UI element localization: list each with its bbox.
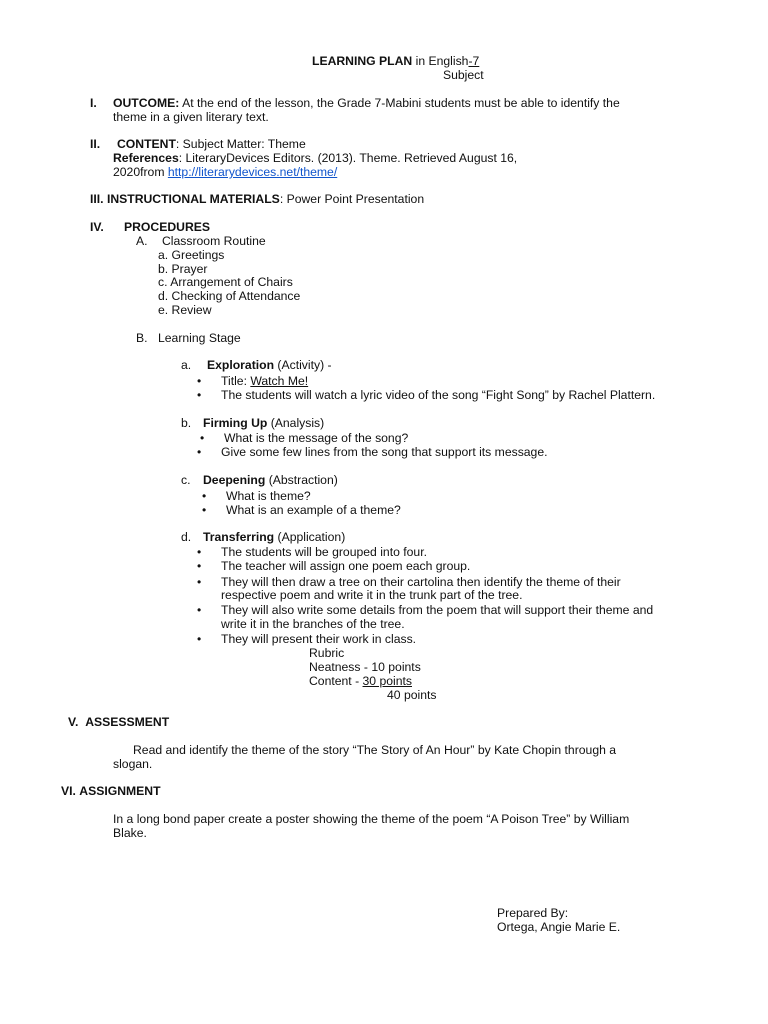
stage-label: b. [181, 416, 192, 430]
rubric-total: 40 points [387, 688, 437, 702]
stage-label: c. [181, 473, 191, 487]
section-number: V. [68, 715, 79, 729]
page-title [312, 54, 479, 68]
rubric-content: Content - 30 points [309, 674, 412, 688]
routine-item: b. Prayer [158, 262, 208, 276]
list-item: • What is theme? [226, 489, 311, 503]
section-number: II. [90, 137, 101, 151]
section-number: VI. [61, 784, 76, 798]
list-item: • They will then draw a tree on their cartolina then identify the theme of their [221, 575, 621, 589]
transferring-heading: Transferring (Application) [203, 530, 346, 544]
title-rest: in English [412, 54, 469, 68]
assignment-text-1: In a long bond paper create a poster showing the theme of the poem “A Poison Tree” by William [113, 812, 630, 826]
outcome-heading: OUTCOME: [113, 96, 180, 110]
list-item: • The students will be grouped into four. [221, 545, 427, 559]
assessment-text-2: slogan. [113, 757, 153, 771]
assignment-heading: VI. ASSIGNMENT [61, 784, 161, 798]
outcome-line-2: theme in a given literary text. [113, 110, 269, 124]
assessment-heading: V. ASSESSMENT [68, 715, 170, 729]
content-heading: CONTENT [117, 137, 176, 151]
learning-title: Learning Stage [158, 331, 241, 345]
references-label: References [113, 151, 179, 165]
section-number: III. [90, 192, 104, 206]
assignment-text-2: Blake. [113, 826, 147, 840]
list-item: • They will present their work in class. [221, 632, 416, 646]
routine-label: A. [136, 234, 148, 248]
list-item: • They will also write some details from the poem that will support their theme and [221, 603, 653, 617]
list-item: • Give some few lines from the song that support its message. [221, 445, 548, 459]
routine-item: a. Greetings [158, 248, 225, 262]
section-number: IV. [90, 220, 104, 234]
routine-item: d. Checking of Attendance [158, 289, 301, 303]
procedures-heading: PROCEDURES [124, 220, 211, 234]
rubric-title: Rubric [309, 646, 345, 660]
title-grade: -7 [468, 54, 480, 68]
page-subtitle: Subject [443, 68, 484, 82]
assessment-text-1: Read and identify the theme of the story “The Story of An Hour” by Kate Chopin through a [133, 743, 617, 757]
firming-heading: Firming Up (Analysis) [203, 416, 325, 430]
section-number: I. [90, 96, 97, 110]
references-line-2: 2020from http://literarydevices.net/theme/ [113, 165, 338, 179]
content-line: CONTENT: Subject Matter: Theme [117, 137, 306, 151]
stage-label: d. [181, 530, 192, 544]
list-item-continued: write it in the branches of the tree. [221, 617, 405, 631]
learning-label: B. [136, 331, 148, 345]
reference-link[interactable]: http://literarydevices.net/theme/ [167, 165, 338, 179]
title-bold: LEARNING PLAN [312, 54, 413, 68]
materials-heading: INSTRUCTIONAL MATERIALS [106, 192, 280, 206]
routine-title: Classroom Routine [162, 234, 266, 248]
list-item: • What is an example of a theme? [226, 503, 401, 517]
rubric-neatness: Neatness - 10 points [309, 660, 421, 674]
exploration-heading: Exploration (Activity) - [207, 358, 332, 372]
prepared-by-label: Prepared By: [497, 906, 569, 920]
list-item: • Title: Watch Me! [221, 374, 308, 388]
materials-line: III. INSTRUCTIONAL MATERIALS: Power Point Presentation [90, 192, 425, 206]
list-item: • The teacher will assign one poem each group. [221, 559, 470, 573]
stage-label: a. [181, 358, 192, 372]
list-item-continued: respective poem and write it in the trunk part of the tree. [221, 588, 523, 602]
outcome-line-1: OUTCOME: At the end of the lesson, the Grade 7-Mabini students must be able to identify the [113, 96, 620, 110]
routine-item: c. Arrangement of Chairs [158, 275, 293, 289]
deepening-heading: Deepening (Abstraction) [203, 473, 338, 487]
list-item: • What is the message of the song? [224, 431, 408, 445]
list-item: • The students will watch a lyric video of the song “Fight Song” by Rachel Plattern. [221, 388, 655, 402]
preparer-name: Ortega, Angie Marie E. [497, 920, 621, 934]
references-line: References: LiteraryDevices Editors. (2013). Theme. Retrieved August 16, [113, 151, 518, 165]
routine-item: e. Review [158, 303, 212, 317]
